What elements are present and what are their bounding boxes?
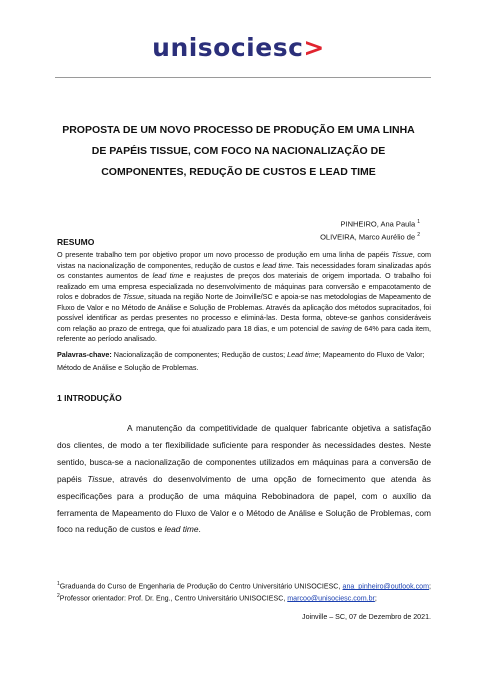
author-list: [320, 217, 420, 242]
author-2: OLIVEIRA, Marco Aurélio de $^2$: [320, 231, 420, 241]
intro-paragraph: A manutenção da competitividade de qualquer fabricante objetiva a satisfação dos clientes, de modo a ter flexibilidade suficiente para responder às necessidades destes. Neste sentido, busca-se a nacionalização de componentes utilizados em máquinas para a conversão de papéis Tissue, através do desenvolvimento de uma opção de fornecimento que atenda às especificações para a produção de uma máquina Rebobinadora de papel, com o auxílio da ferramenta de Mapeamento do Fluxo de Valor e o Método de Análise e Solução de Problemas, com foco na redução de custos e lead time.: [57, 423, 431, 535]
paper-title: PROPOSTA DE UM NOVO PROCESSO DE PRODUÇÃO EM UMA LINHA DE PAPÉIS TISSUE, COM FOCO NA NACIONALIZAÇÃO DE COMPONENTES, REDUÇÃO DE CUSTOS E LEAD TIME: [62, 124, 415, 178]
email-link-author-1[interactable]: ana_pinheiro@outlook.com: [342, 582, 430, 591]
header-divider: [55, 77, 431, 78]
author-1: PINHEIRO, Ana Paula $^1$: [340, 219, 420, 229]
resumo-paragraph: O presente trabalho tem por objetivo propor um novo processo de produção em uma linha de papéis Tissue, com vistas na nacionalização de componentes, redução de custos e lead time. Tais necessidades foram sinalizadas após os constantes aumentos de lead time e reajustes de preços dos materiais de origem importada. O trabalho foi realizado em uma empresa especializada no desenvolvimento de máquinas para conversão e empacotamento de rolos e dobrados de Tissue, situada na região Norte de Joinville/SC e apoia-se nas metodologias de Mapeamento de Fluxo de Valor e no Método de Análise e Solução de Problemas. Através da aplicação dos métodos supracitados, foi possível identificar as perdas presentes no processo e eliminá-las. Desta forma, obteve-se ganhos consideráveis com relação ao prazo de entrega, que foi atualizado para 18 dias, e um potencial de saving de 64% para cada item, referente ao período analisado.: [57, 250, 432, 343]
place-date: Joinville – SC, 07 de Dezembro de 2021.: [302, 613, 431, 621]
resumo-heading: RESUMO: [57, 237, 95, 247]
footnote: $^1$Graduanda do Curso de Engenharia de Produção do Centro Universitário UNISOCIESC, ana_pinheiro@outlook.com; $^2$Professor orientador: Prof. Dr. Eng., Centro Universitário UNISOCIESC, marcoo@unisociesc.com.br;: [57, 581, 431, 603]
logo-chevron: >: [303, 33, 325, 62]
unisociesc-logo: unisociesc>: [152, 33, 325, 62]
keywords-label: Palavras-chave:: [57, 350, 112, 359]
email-link-author-2[interactable]: marcoo@unisociesc.com.br: [287, 594, 375, 603]
keywords: Palavras-chave: Nacionalização de componentes; Redução de custos; Lead time; Mapeamento do Fluxo de Valor; Método de Análise e Solução de Problemas.: [57, 350, 425, 372]
section-heading-introducao: 1 INTRODUÇÃO: [57, 393, 122, 403]
